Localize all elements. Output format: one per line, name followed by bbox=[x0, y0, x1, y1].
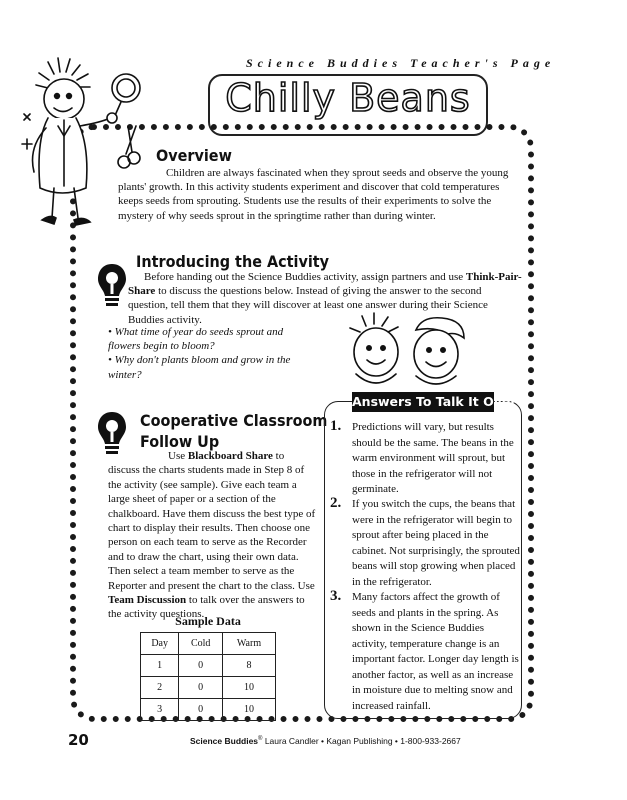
overview-heading: Overview bbox=[156, 146, 232, 165]
intro-strategy: Think-Pair-Share bbox=[128, 271, 522, 298]
table-cell: 0 bbox=[179, 699, 223, 721]
table-cell: 8 bbox=[223, 655, 276, 677]
answer-item bbox=[330, 497, 520, 590]
answer-text: If you switch the cups, the beans that were in the refrigerator will begin to sprout after being placed in the cabinet. Not surprisingly, the sprouted beans will stop growing when placed in the refrigerator. bbox=[352, 498, 520, 588]
footer-credits bbox=[190, 736, 461, 746]
table-cell: 0 bbox=[179, 677, 223, 699]
table-cell: 10 bbox=[223, 699, 276, 721]
answer-item bbox=[330, 590, 520, 714]
footer-text: Laura Candler • Kagan Publishing • 1-800-933-2667 bbox=[262, 736, 461, 746]
answer-text: Many factors affect the growth of seeds and plants in the spring. As shown in the Science Buddies activity, temperature change is an important factor. Longer day length is another factor, as well as an increase in moisture due to melting snow and increased rainfall. bbox=[352, 591, 519, 712]
answers-label: Answers To Talk It Over bbox=[352, 392, 494, 412]
intro-question: • What time of year do seeds sprout and flowers begin to bloom? bbox=[108, 326, 284, 353]
answer-item bbox=[330, 420, 520, 498]
coop-text-2: to discuss the charts students made in Step 8 of the activity (see sample). Give each team a large sheet of paper or a section of the chalkboard. Have them discuss the best type of chart to display their results. Then choose one person on each team to serve as the Recorder and to draw the chart, using their own data. Then select a team member to serve as the Reporter and present the chart to the class. Use bbox=[108, 450, 316, 592]
table-cell: 2 bbox=[141, 677, 179, 699]
page-title: Chilly Beans bbox=[225, 76, 471, 120]
sample-data-table bbox=[140, 632, 276, 721]
coop-strategy-2: Team Discussion bbox=[108, 594, 187, 607]
buddies-illustration bbox=[340, 312, 480, 394]
answer-number: 2. bbox=[330, 495, 342, 511]
table-header-row bbox=[141, 633, 276, 655]
table-cell: 1 bbox=[141, 655, 179, 677]
lightbulb-icon bbox=[96, 262, 128, 310]
answer-text: Predictions will vary, but results should be the same. The beans in the warm environment will sprout, but those in the refrigerator will not germinate. bbox=[352, 421, 514, 495]
table-row bbox=[141, 699, 276, 721]
coop-strategy-1: Blackboard Share bbox=[187, 450, 273, 462]
intro-heading: Introducing the Activity bbox=[136, 252, 330, 271]
answer-number: 3. bbox=[330, 588, 342, 604]
intro-text-1: Before handing out the Science Buddies activity, assign partners and use bbox=[144, 271, 466, 283]
intro-question: • Why don't plants bloom and grow in the winter? bbox=[108, 354, 291, 381]
coop-text-3: to talk over the answers to the activity questions. bbox=[108, 594, 305, 621]
table-header-cell: Day bbox=[141, 633, 179, 655]
sample-data-caption: Sample Data bbox=[175, 614, 241, 628]
answer-number: 1. bbox=[330, 418, 342, 434]
cooperative-body bbox=[108, 449, 316, 622]
footer-reg: ® bbox=[258, 736, 263, 743]
intro-questions bbox=[108, 325, 316, 382]
table-row bbox=[141, 655, 276, 677]
overview-body: Children are always fascinated when they sprout seeds and observe the young plants' growth. In this activity students experiment and discover that cold temperatures keeps seeds from sprouting. Students use the results of their experiments to solve the mystery of why seeds sprout in the springtime rather than during winter. bbox=[118, 167, 509, 222]
table-header-cell: Warm bbox=[223, 633, 276, 655]
table-row bbox=[141, 677, 276, 699]
table-cell: 0 bbox=[179, 655, 223, 677]
table-cell: 10 bbox=[223, 677, 276, 699]
cooperative-heading: Cooperative Classroom Follow Up bbox=[140, 411, 328, 451]
table-header-cell: Cold bbox=[179, 633, 223, 655]
page-number: 20 bbox=[68, 731, 89, 749]
footer-brand: Science Buddies bbox=[190, 736, 259, 746]
table-cell: 3 bbox=[141, 699, 179, 721]
running-header: Science Buddies Teacher's Page bbox=[246, 56, 556, 70]
coop-text-1: Use bbox=[168, 450, 188, 462]
intro-text-2: to discuss the questions below. Instead of giving the answer to the second question, tell them that they will discover at least one answer during their Science Buddies activity. bbox=[128, 285, 488, 326]
